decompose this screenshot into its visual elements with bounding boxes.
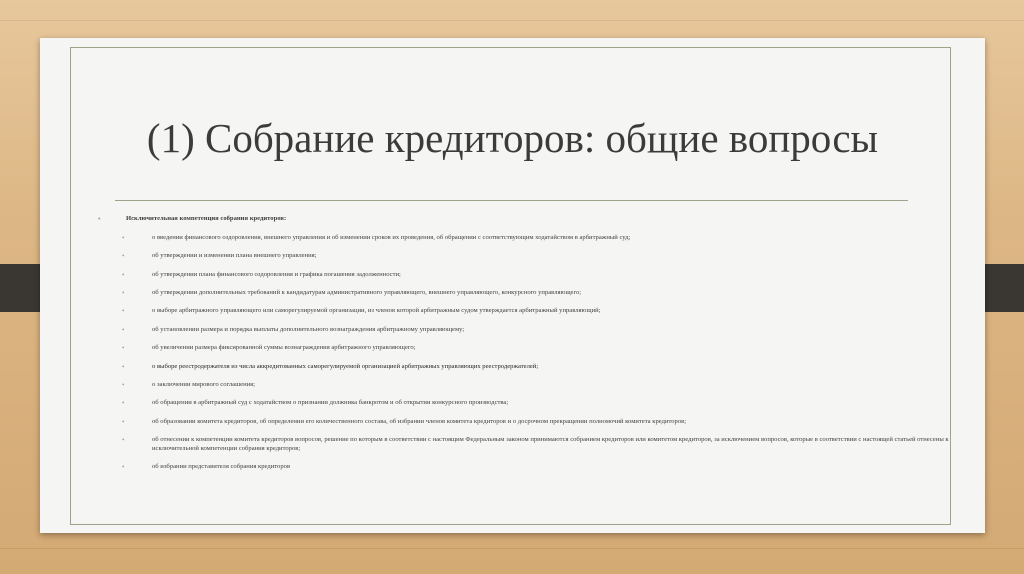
list-item-text: о выборе арбитражного управляющего или саморегулируемой организации, из членов которой арбитражным судом утверждается арбитражный управляющий; (152, 307, 601, 315)
bullet-icon: • (122, 399, 125, 408)
bullet-icon: • (122, 381, 125, 390)
wood-grain (0, 20, 1024, 21)
slide-content (98, 215, 978, 481)
bullet-icon: • (122, 417, 125, 426)
bullet-icon: • (122, 325, 125, 334)
list-item (98, 307, 978, 315)
bullet-icon: • (122, 463, 125, 472)
bullet-icon: • (122, 270, 125, 279)
list-item-text: об установлении размера и порядка выплаты дополнительного вознаграждения арбитражному управляющему; (152, 325, 465, 333)
list-item-text: об утверждении плана финансового оздоровления и графика погашения задолженности; (152, 270, 401, 278)
bullet-icon: • (122, 362, 125, 371)
bullet-icon: • (122, 233, 125, 242)
list-item (98, 363, 978, 371)
bullet-icon: • (122, 436, 125, 445)
list-item (98, 289, 978, 297)
list-item (98, 271, 978, 279)
list-item-text: об утверждении и изменении плана внешнего управления; (152, 252, 317, 260)
slide (40, 38, 985, 533)
list-item (98, 381, 978, 389)
list-heading-text: Исключительная компетенция собрания кредиторов: (126, 215, 287, 222)
list-item-text: о введении финансового оздоровления, внешнего управления и об изменении сроков их проведения, об обращении с соответствующим ходатайством в арбитражный суд; (152, 233, 631, 241)
list-item (98, 463, 978, 471)
list-item (98, 418, 978, 426)
bullet-icon: • (122, 344, 125, 353)
bullet-icon: • (122, 307, 125, 316)
list-item (98, 399, 978, 407)
list-item-text: об образовании комитета кредиторов, об определении его количественного состава, об избрании членов комитета кредиторов и о досрочном прекращении полномочий комитета кредиторов; (152, 417, 687, 425)
list-item (98, 344, 978, 352)
list-item-text: об отнесении к компетенции комитета кредиторов вопросов, решение по которым в соответствии с настоящим Федеральным законом принимаются собранием кредиторов или комитетом кредиторов, за исключением вопросов, которые в соответствии с настоящей статьей отнесены к исключительной компетенции собрания кредиторов; (152, 436, 949, 452)
list-item (98, 436, 978, 453)
list-item-text: об утверждении дополнительных требований к кандидатурам административного управляющего, внешнего управляющего, конкурсного управляющего; (152, 289, 582, 297)
bullet-icon: • (122, 289, 125, 298)
list-heading (98, 215, 978, 223)
bullet-icon: • (98, 215, 101, 223)
list-item (98, 326, 978, 334)
list-item-text: о выборе реестродержателя из числа аккредитованных саморегулируемой организацией арбитражных управляющих реестродержателей; (152, 362, 539, 370)
list-item (98, 252, 978, 260)
slide-title: (1) Собрание кредиторов: общие вопросы (146, 115, 879, 161)
list-item-text: об увеличении размера фиксированной суммы вознаграждения арбитражного управляющего; (152, 344, 416, 352)
bullet-icon: • (122, 252, 125, 261)
list-item (98, 234, 978, 242)
list-item-text: о заключении мирового соглашения; (152, 381, 256, 389)
wood-grain (0, 548, 1024, 549)
list-item-text: об избрании представителя собрания кредиторов (152, 463, 291, 471)
list-item-text: об обращении в арбитражный суд с ходатайством о признании должника банкротом и об открытии конкурсного производства; (152, 399, 509, 407)
title-rule (115, 200, 908, 201)
